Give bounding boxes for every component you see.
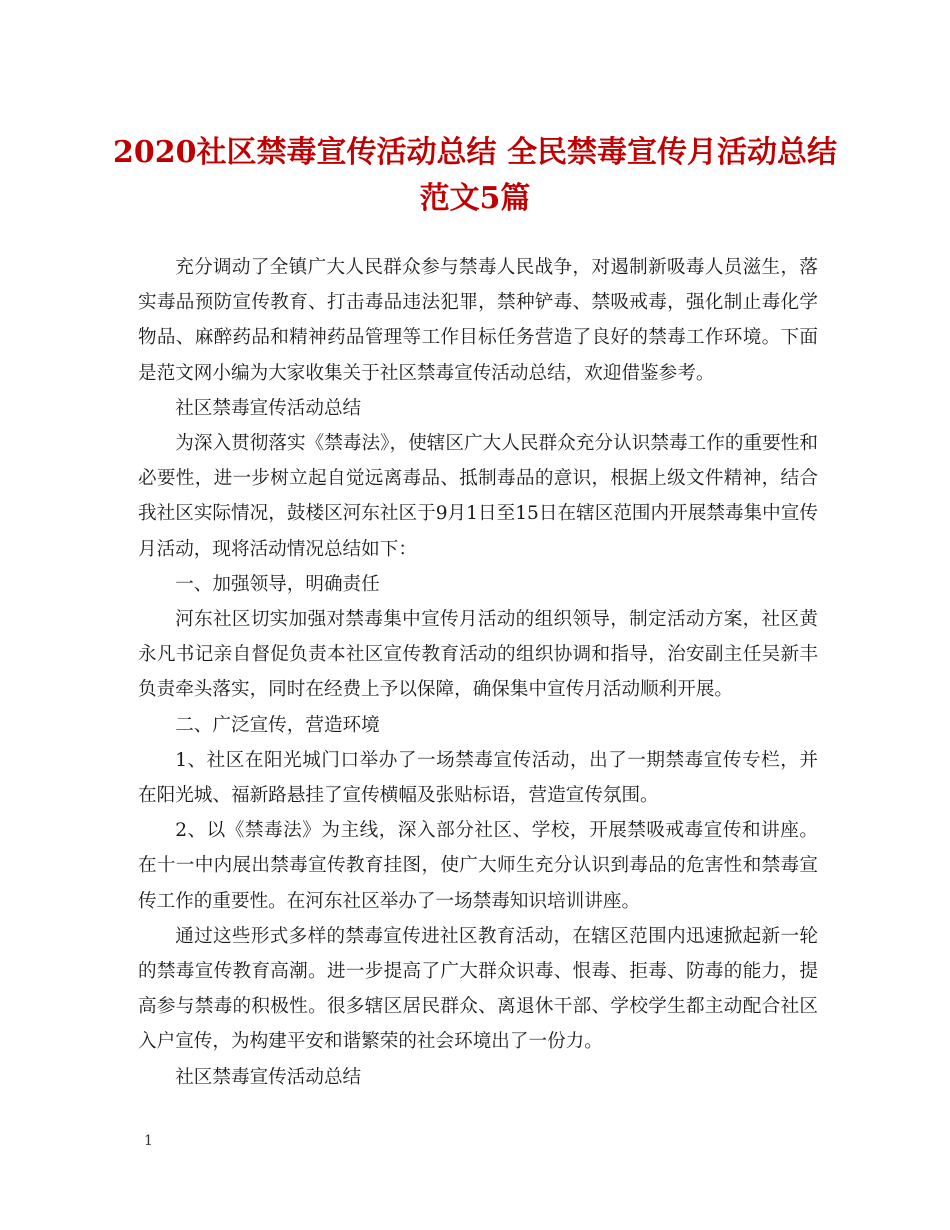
intro-paragraph: 充分调动了全镇广大人民群众参与禁毒人民战争，对遏制新吸毒人员滋生，落实毒品预防宣传教育、打击毒品违法犯罪，禁种铲毒、禁吸戒毒，强化制止毒化学物品、麻醉药品和精神药品管理等工作目标任务营造了良好的禁毒工作环境。下面是范文网小编为大家收集关于社区禁毒宣传活动总结，欢迎借鉴参考。 xyxy=(138,257,818,384)
section-heading: 二、广泛宣传，营造环境 xyxy=(175,714,380,736)
document-title-line1: 2020社区禁毒宣传活动总结 全民禁毒宣传月活动总结 xyxy=(113,135,837,170)
page-number: 1 xyxy=(144,1133,153,1149)
body-paragraph: 1、社区在阳光城门口举办了一场禁毒宣传活动，出了一期禁毒宣传专栏，并在阳光城、福新路悬挂了宣传横幅及张贴标语，营造宣传氛围。 xyxy=(138,749,818,807)
document-title-line2: 范文5篇 xyxy=(419,181,531,216)
body-paragraph: 为深入贯彻落实《禁毒法》，使辖区广大人民群众充分认识禁毒工作的重要性和必要性，进一步树立起自觉远离毒品、抵制毒品的意识，根据上级文件精神，结合我社区实际情况，鼓楼区河东社区于9月1日至15日在辖区范围内开展禁毒集中宣传月活动，现将活动情况总结如下： xyxy=(138,433,818,560)
section-heading: 社区禁毒宣传活动总结 xyxy=(175,1066,362,1088)
section-heading: 一、加强领导，明确责任 xyxy=(175,573,380,595)
body-paragraph: 通过这些形式多样的禁毒宣传进社区教育活动，在辖区范围内迅速掀起新一轮的禁毒宣传教育高潮。进一步提高了广大群众识毒、恨毒、拒毒、防毒的能力，提高参与禁毒的积极性。很多辖区居民群众、离退休干部、学校学生都主动配合社区入户宣传，为构建平安和谐繁荣的社会环境出了一份力。 xyxy=(138,925,818,1053)
document-body xyxy=(138,250,818,1095)
section-heading: 社区禁毒宣传活动总结 xyxy=(175,397,362,419)
body-paragraph: 河东社区切实加强对禁毒集中宣传月活动的组织领导，制定活动方案，社区黄永凡书记亲自督促负责本社区宣传教育活动的组织协调和指导，治安副主任吴新丰负责牵头落实，同时在经费上予以保障，确保集中宣传月活动顺利开展。 xyxy=(138,609,818,701)
body-paragraph: 2、以《禁毒法》为主线，深入部分社区、学校，开展禁吸戒毒宣传和讲座。在十一中内展出禁毒宣传教育挂图，使广大师生充分认识到毒品的危害性和禁毒宣传工作的重要性。在河东社区举办了一场禁毒知识培训讲座。 xyxy=(138,820,818,912)
